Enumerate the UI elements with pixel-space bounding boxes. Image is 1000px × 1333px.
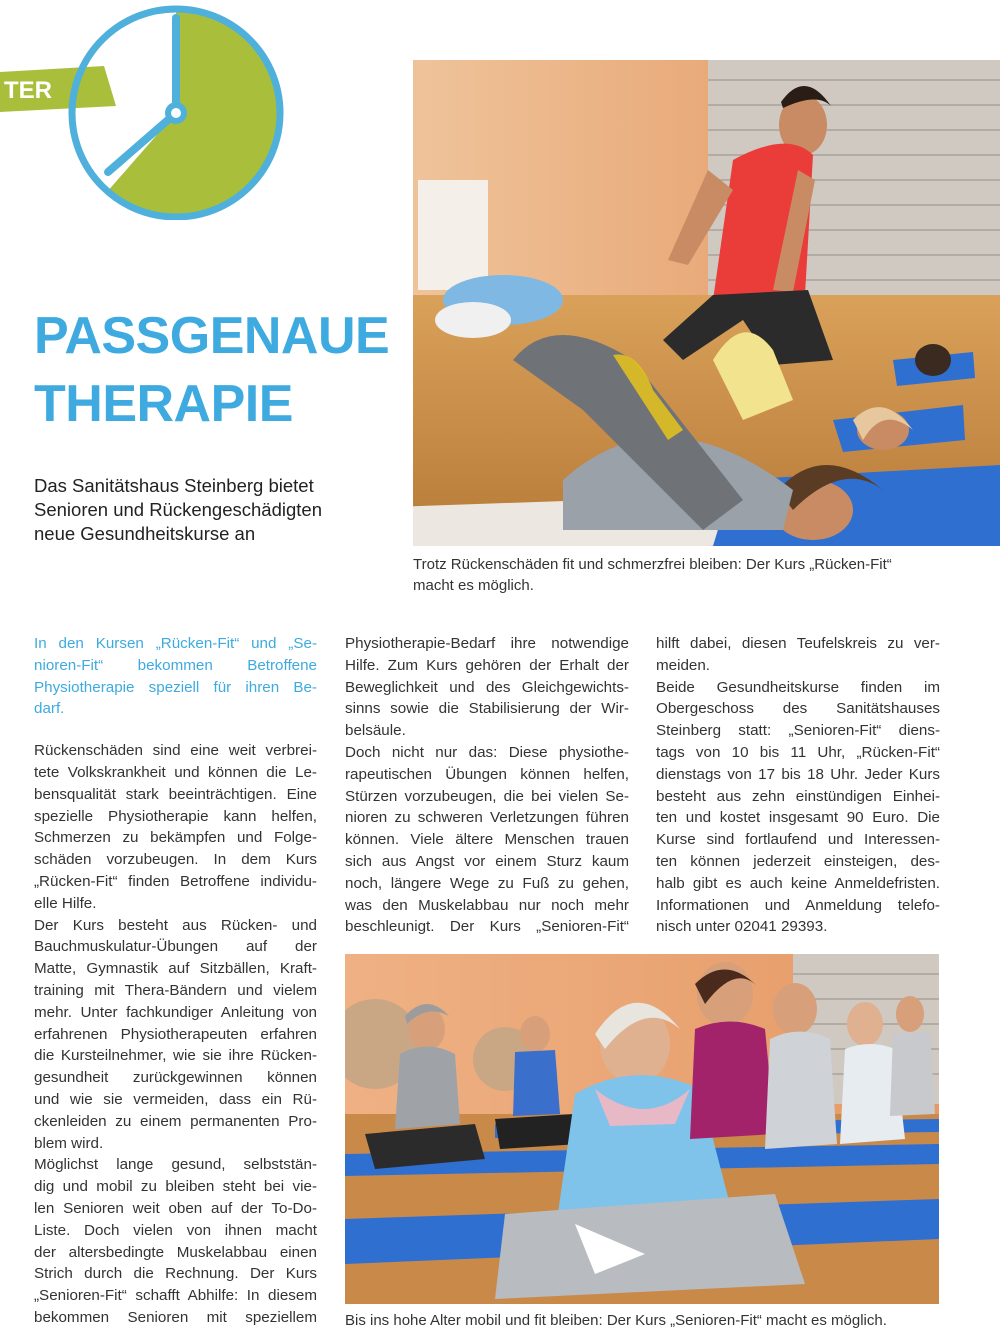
text-line: ten können jederzeit einsteigen, des-: [656, 852, 940, 870]
text-line: tags von 10 bis 11 Uhr, „Rücken-Fit“: [656, 743, 940, 761]
lead-line: In den Kursen „Rücken-Fit“ und „Se-: [34, 635, 317, 652]
title-line-1: PASSGENAUE: [34, 307, 390, 365]
lead-line: darf.: [34, 700, 65, 718]
text-line: tete Volkskrankheit und können die Le-: [34, 763, 317, 781]
text-line: erfahrenen Physiotherapeuten erfahren: [34, 1025, 317, 1043]
subtitle: [34, 474, 394, 546]
subtitle-line-1: Das Sanitätshaus Steinberg bietet: [34, 475, 314, 496]
text-line: Stürzen vorzubeugen, die bei vielen Se-: [345, 787, 629, 805]
text-line: Bauchmuskulatur-Übungen auf der: [34, 938, 317, 956]
lead-line: nioren-Fit“ bekommen Betroffene: [34, 656, 317, 674]
text-line: mehr. Unter fachkundiger Anleitung von: [34, 1003, 317, 1021]
text-line: nioren zu schweren Verletzungen führen: [345, 809, 629, 827]
caption-top-line-1: Trotz Rückenschäden fit und schmerzfrei bleiben: Der Kurs „Rücken-Fit“: [413, 556, 892, 573]
text-line: Informationen und Anmeldung telefo-: [656, 896, 940, 914]
photo-top-caption: [413, 554, 973, 596]
section-tag-text: TER: [4, 77, 52, 104]
photo-bottom-caption: Bis ins hohe Alter mobil und fit bleiben: Der Kurs „Senioren-Fit“ macht es möglich.: [345, 1312, 887, 1329]
text-line: noch, längere Wege zu Fuß zu gehen,: [345, 874, 629, 892]
article-column-1: [34, 633, 317, 1329]
text-line: ckenleiden zu einem permanenten Pro-: [34, 1112, 317, 1130]
text-line: was den Muskelabbau nur noch mehr: [345, 896, 629, 914]
text-line: Hilfe. Zum Kurs gehören der Erhalt der: [345, 656, 629, 674]
article-column-3: [656, 633, 940, 938]
text-line: „Rücken-Fit“ finden Betroffene individu-: [34, 872, 317, 890]
text-line: können. Viele ältere Menschen trauen: [345, 831, 629, 849]
text-line: Beide Gesundheitskurse finden im: [656, 678, 940, 696]
text-line: Kurse sind fortlaufend und Interessen-: [656, 831, 940, 849]
text-line: nisch unter 02041 29393.: [656, 918, 828, 936]
text-line: der altersbedingte Muskelabbau einen: [34, 1243, 317, 1261]
title-line-2: THERAPIE: [34, 375, 293, 433]
text-line: bekommen Senioren mit speziellem: [34, 1308, 317, 1326]
text-line: „Senioren-Fit“ schafft Abhilfe: In diesem: [34, 1287, 317, 1305]
text-line: blem wird.: [34, 1134, 104, 1152]
page-title: [34, 302, 414, 438]
text-line: dig und mobil zu bleiben steht bei vie-: [34, 1178, 317, 1196]
lead-line: Physiotherapie speziell für ihren Be-: [34, 678, 317, 696]
text-line: len Senioren weit oben auf der To-Do-: [34, 1199, 317, 1217]
text-line: ten und kostet insgesamt 90 Euro. Die: [656, 809, 940, 827]
text-line: Schmerzen zu bekämpfen und Folge-: [34, 829, 317, 847]
photo-back-exercise-class: [413, 60, 1000, 546]
text-line: halb gibt es auch keine Anmeldefristen.: [656, 874, 940, 892]
text-line: training mit Thera-Bändern und vielem: [34, 981, 317, 999]
article-lead: [34, 633, 317, 720]
text-line: belsäule.: [345, 722, 406, 740]
text-line: meiden.: [656, 656, 711, 674]
text-line: Matte, Gymnastik auf Sitzbällen, Kraft-: [34, 960, 317, 978]
text-line: hilft dabei, diesen Teufelskreis zu ver-: [656, 635, 940, 652]
caption-top-line-2: macht es möglich.: [413, 577, 534, 594]
photo-seniors-class: [345, 954, 939, 1304]
text-line: besteht aus zehn einstündigen Einhei-: [656, 787, 940, 805]
text-line: spezielle Physiotherapie kann helfen,: [34, 807, 317, 825]
text-line: elle Hilfe.: [34, 894, 97, 912]
text-line: und wie sie vermeiden, dass ein Rü-: [34, 1090, 317, 1108]
text-line: sich aus Angst vor einem Sturz kaum: [345, 852, 629, 870]
text-line: Steinberg statt: „Senioren-Fit“ diens-: [656, 722, 940, 740]
text-line: rapeutischen Übungen können helfen,: [345, 765, 629, 783]
text-line: Doch nicht nur das: Diese physiothe-: [345, 743, 629, 761]
text-line: schäden vorzubeugen. In dem Kurs: [34, 851, 317, 869]
text-line: Rückenschäden sind eine weit verbrei-: [34, 742, 317, 760]
text-line: Obergeschoss des Sanitätshauses: [656, 700, 940, 718]
text-line: Strich durch die Rechnung. Der Kurs: [34, 1265, 317, 1283]
text-line: bensqualität stark beeinträchtigen. Eine: [34, 785, 317, 803]
text-line: Liste. Doch vielen von ihnen macht: [34, 1221, 317, 1239]
text-line: Der Kurs besteht aus Rücken- und: [34, 916, 317, 934]
article-body-column-1: [34, 740, 317, 1329]
text-line: beschleunigt. Der Kurs „Senioren-Fit“: [345, 918, 629, 936]
subtitle-line-2: Senioren und Rückengeschädigten: [34, 499, 322, 520]
article-column-2: [345, 633, 629, 938]
text-line: Physiotherapie-Bedarf ihre notwendige: [345, 635, 629, 652]
text-line: die Kursteilnehmer, wie sie ihre Rücken-: [34, 1047, 317, 1065]
text-line: gesundheit zurückgewinnen können: [34, 1069, 317, 1087]
text-line: Möglichst lange gesund, selbststän-: [34, 1156, 317, 1174]
clock-icon: [68, 0, 290, 220]
text-line: sinns sowie die Stabilisierung der Wir-: [345, 700, 629, 718]
text-line: Beweglichkeit und des Gleichgewichts-: [345, 678, 629, 696]
subtitle-line-3: neue Gesundheitskurse an: [34, 523, 256, 544]
text-line: dienstags von 17 bis 18 Uhr. Jeder Kurs: [656, 765, 940, 783]
